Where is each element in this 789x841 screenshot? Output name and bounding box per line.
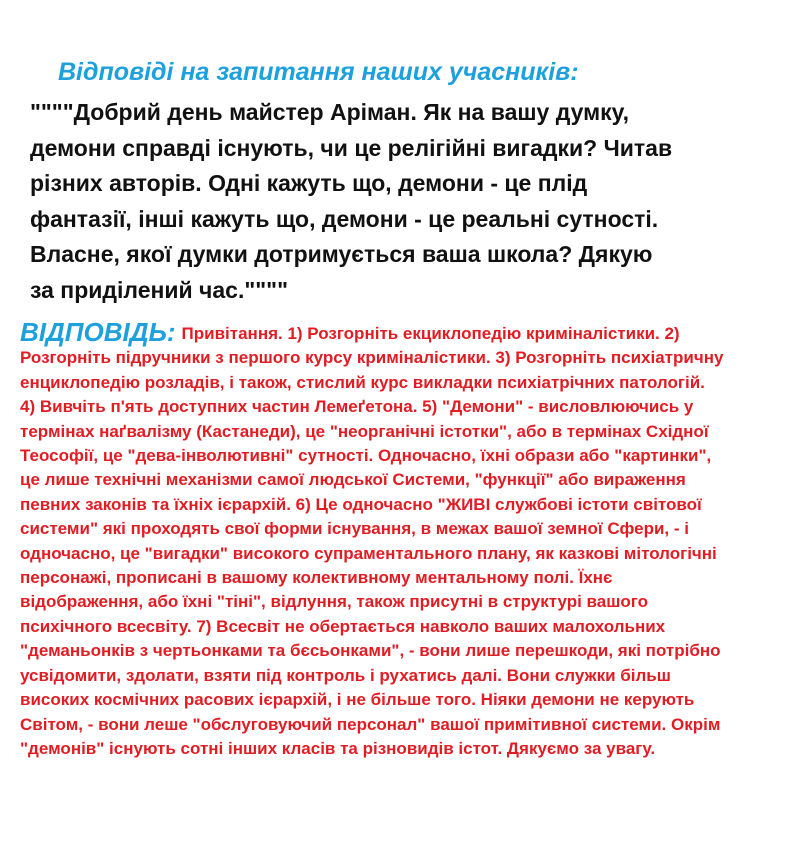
page-heading: Відповіді на запитання наших учасників: <box>58 58 579 86</box>
question-block <box>30 95 730 309</box>
answer-line: системи" які проходять свої форми існування, в межах вашої земної Сфери, - і <box>20 519 689 539</box>
answer-line: "демонів" існують сотні інших класів та різновидів істот. Дякуємо за увагу. <box>20 738 656 758</box>
answer-line: це лише технічні механізми самої людської Системи, "функції" або вираження <box>20 470 686 490</box>
answer-line: високих космічних расових ієрархій, і не більше того. Ніяки демони не керують <box>20 690 695 710</box>
answer-line: Теософії, це "дева-інволютивні" сутності. Одночасно, їхні образи або "картинки", <box>20 446 712 466</box>
answer-line: усвідомити, здолати, взяти під контроль і рухатись далі. Вони служки більш <box>20 665 671 685</box>
answer-line: Розгорніть підручники з першого курсу криміналістики. 3) Розгорніть психіатричну <box>20 348 724 368</box>
answer-line: Привітання. 1) Розгорніть екциклопедію криміналістики. 2) <box>181 324 680 343</box>
question-line: фантазії, інші кажуть що, демони - це реальні сутності. <box>30 205 659 232</box>
question-line: Власне, якої думки дотримується ваша школа? Дякую <box>30 241 653 268</box>
answer-line: "деманьонків з чертьонками та бєсьонками", - вони лише перешкоди, які потрібно <box>20 641 721 661</box>
question-line: за приділений час."""" <box>30 276 288 303</box>
answer-line: психічного всесвіту. 7) Всесвіт не обертається навколо ваших малохольних <box>20 616 666 636</box>
answer-line: Світом, - вони леше "обслуговуючий персонал" вашої примітивної системи. Окрім <box>20 714 721 734</box>
answer-line: одночасно, це "вигадки" високого супраментального плану, як казкові мітологічні <box>20 543 717 563</box>
answer-first-line <box>20 317 780 347</box>
question-line: демони справді існують, чи це релігійні вигадки? Читав <box>30 134 673 161</box>
question-line: """"Добрий день майстер Аріман. Як на вашу думку, <box>30 99 630 125</box>
answer-line: термінах наґвалізму (Кастанеди), це "неорганічні істотки", або в термінах Східної <box>20 421 709 441</box>
answer-block <box>20 317 780 761</box>
answer-line: персонажі, прописані в вашому колективному ментальному полі. Їхнє <box>20 568 613 588</box>
question-line: різних авторів. Одні кажуть що, демони - це плід <box>30 170 588 197</box>
answer-line: відображення, або їхні "тіні", відлуння, також присутні в структурі вашого <box>20 592 649 612</box>
answer-label: ВІДПОВІДЬ: <box>20 317 176 347</box>
answer-line: 4) Вивчіть п'ять доступних частин Лемеґетона. 5) "Демони" - висловлюючись у <box>20 397 694 417</box>
answer-line: певних законів та їхніх ієрархій. 6) Це одночасно "ЖИВІ службові істоти світової <box>20 494 702 514</box>
answer-line: енциклопедію розладів, і також, стислий курс викладки психіатрічних патологій. <box>20 372 705 392</box>
